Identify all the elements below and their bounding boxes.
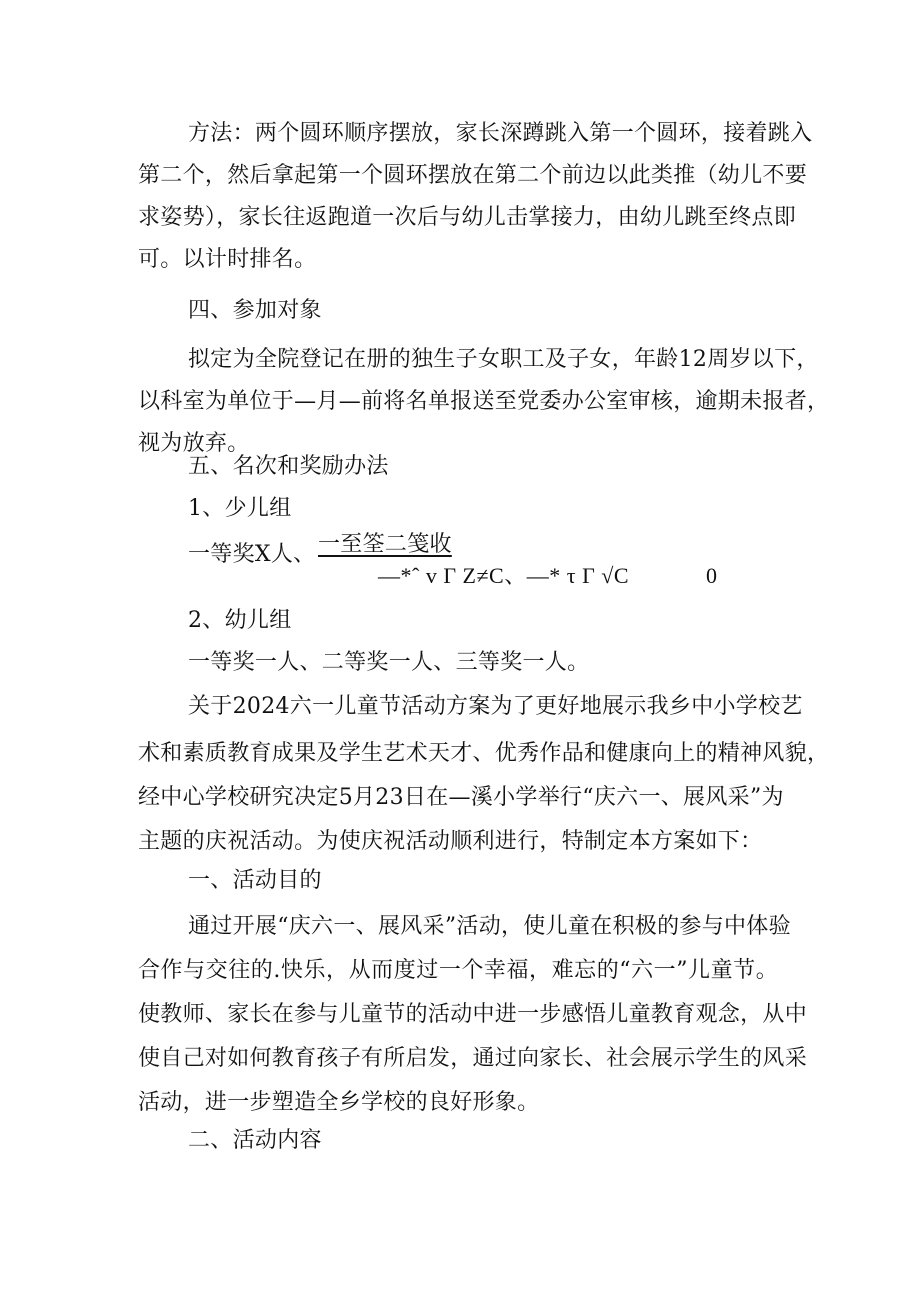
activity-content-heading: 二、活动内容: [188, 1128, 322, 1153]
section5-heading: 五、名次和奖励办法: [188, 454, 389, 479]
intro-line-2: 术和素质教育成果及学生艺术天才、优秀作品和健康向上的精神风貌，: [138, 741, 830, 766]
group1-label: 1、少儿组: [188, 496, 292, 521]
section4-line-1: 拟定为全院登记在册的独生子女职工及子女，年龄12周岁以下，: [188, 347, 819, 372]
activity-goal-line-5: 活动，进一步塑造全乡学校的良好形象。: [138, 1090, 540, 1115]
activity-goal-line-4: 使自己对如何教育孩子有所启发，通过向家长、社会展示学生的风采: [138, 1046, 808, 1071]
section4-heading: 四、参加对象: [188, 298, 322, 323]
intro-line-1: 关于2024六一儿童节活动方案为了更好地展示我乡中小学校艺: [188, 694, 803, 719]
method-line-1: 方法：两个圆环顺序摆放，家长深蹲跳入第一个圆环，接着跳入: [188, 121, 813, 146]
group1-award-line-c-tail: 0: [706, 563, 718, 588]
group2-awards: 一等奖一人、二等奖一人、三等奖一人。: [188, 650, 590, 675]
activity-goal-line-1: 通过开展“庆六一、展风采”活动，使儿童在积极的参与中体验: [188, 914, 791, 939]
group2-label: 2、幼儿组: [188, 608, 292, 633]
method-line-4: 可。以计时排名。: [138, 247, 317, 272]
section4-line-3: 视为放弃。: [138, 431, 250, 456]
method-line-3: 求姿势），家长往返跑道一次后与幼儿击掌接力，由幼儿跳至终点即: [138, 205, 797, 230]
section4-line-2: 以科室为单位于—月—前将名单报送至党委办公室审核，逾期未报者，: [138, 389, 830, 414]
group1-award-line-c: —*ˆ v Γ Z≠C、—* τ Γ √C: [378, 563, 630, 588]
activity-goal-line-3: 使教师、家长在参与儿童节的活动中进一步感悟儿童教育观念，从中: [138, 1002, 808, 1027]
intro-line-3: 经中心学校研究决定5月23日在—溪小学举行“庆六一、展风采”为: [138, 785, 784, 810]
group1-award-line-a: 一等奖X人、: [188, 542, 316, 567]
intro-line-4: 主题的庆祝活动。为使庆祝活动顺利进行，特制定本方案如下：: [138, 829, 763, 854]
method-line-2: 第二个，然后拿起第一个圆环摆放在第二个前边以此类推（幼儿不要: [138, 163, 808, 188]
activity-goal-line-2: 合作与交往的.快乐，从而度过一个幸福，难忘的“六一”儿童节。: [138, 958, 778, 983]
group1-award-line-b: 一至筌二笺收: [318, 532, 452, 557]
activity-goal-heading: 一、活动目的: [188, 868, 322, 893]
